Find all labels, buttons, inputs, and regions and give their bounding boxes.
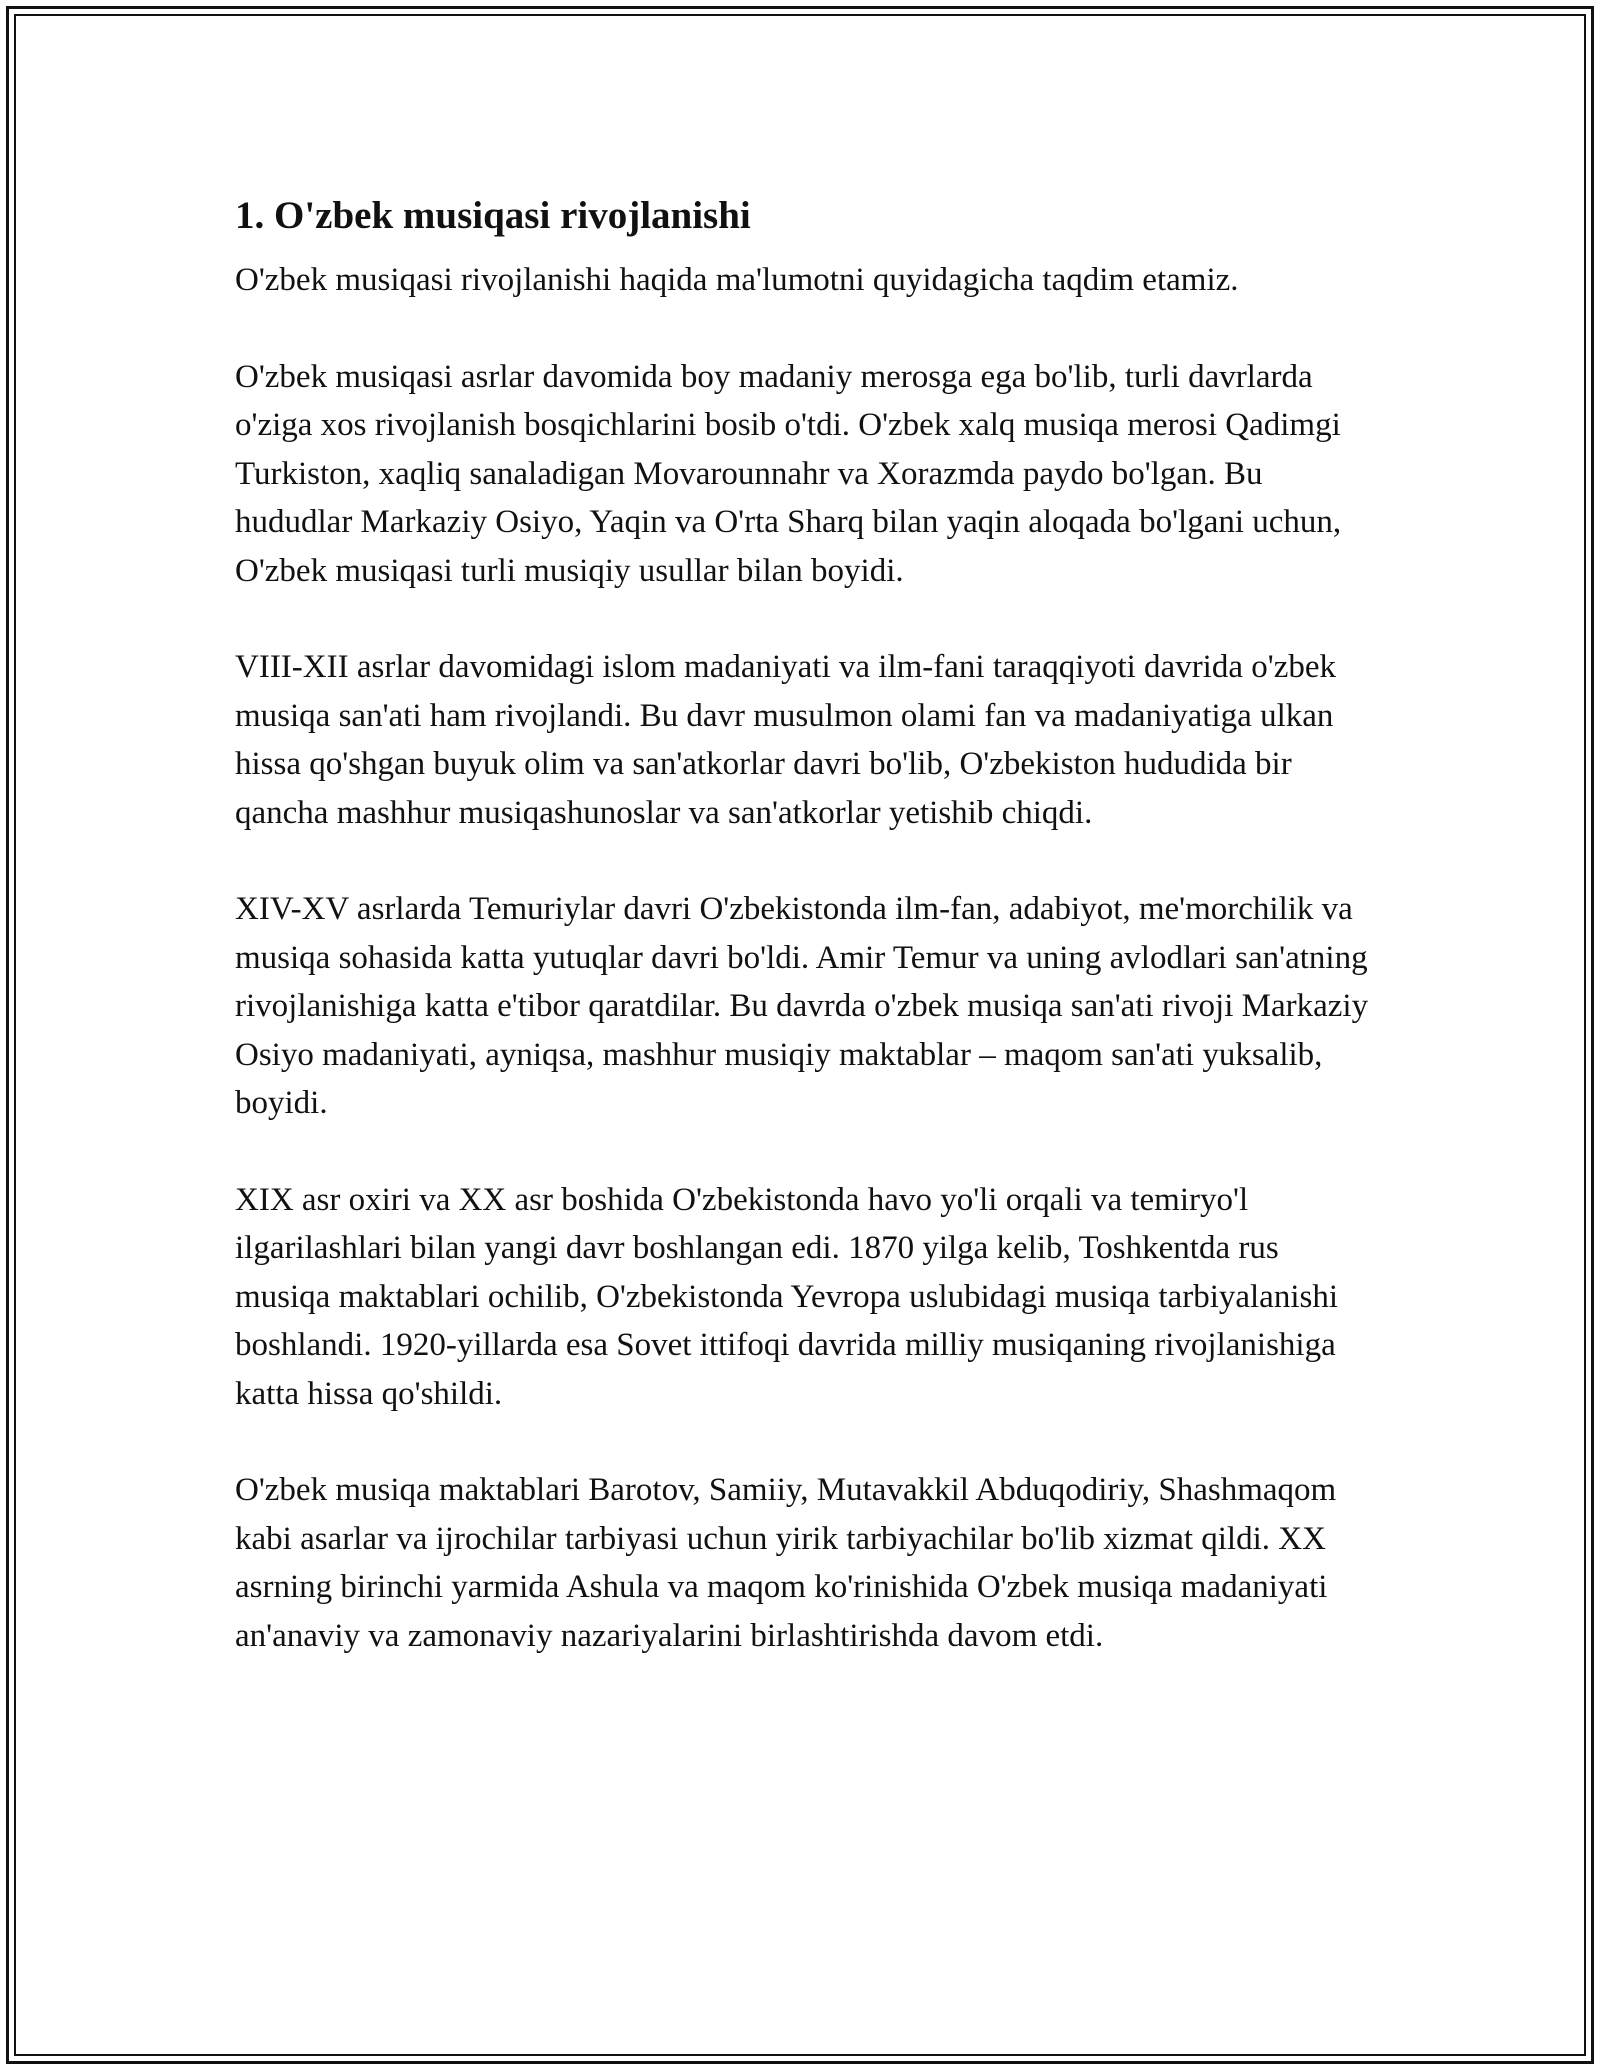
music-schools-paragraph: O'zbek musiqa maktablari Barotov, Samiiy, Mutavakkil Abduqodiriy, Shashmaqom kabi asarlar va ijrochilar tarbiyasi uchun yirik tarbiyachilar bo'lib xizmat qildi. XX asrning birinchi yarmida Ashula va maqom ko'rinishida O'zbek musiqa madaniyati an'anaviy va zamonaviy nazariyalarini birlashtirishda davom etdi.	[235, 1472, 1337, 1654]
modern-era-paragraph: XIX asr oxiri va XX asr boshida O'zbekistonda havo yo'li orqali va temiryo'l ilgarilashlari bilan yangi davr boshlangan edi. 1870 yilga kelib, Toshkentda rus musiqa maktablari ochilib, O'zbekistonda Yevropa uslubidagi musiqa tarbiyalanishi boshlandi. 1920-yillarda esa Sovet ittifoqi davrida milliy musiqaning rivojlanishiga katta hissa qo'shildi.	[235, 1181, 1339, 1412]
heritage-paragraph: O'zbek musiqasi asrlar davomida boy madaniy merosga ega bo'lib, turli davrlarda o'ziga xos rivojlanish bosqichlarini bosib o'tdi. O'zbek xalq musiqa merosi Qadimgi Turkiston, xaqliq sanaladigan Movarounnahr va Xorazmda paydo bo'lgan. Bu hududlar Markaziy Osiyo, Yaqin va O'rta Sharq bilan yaqin aloqada bo'lgani uchun, O'zbek musiqasi turli musiqiy usullar bilan boyidi.	[235, 358, 1342, 589]
islamic-era-paragraph: VIII-XII asrlar davomidagi islom madaniyati va ilm-fani taraqqiyoti davrida o'zbek musiqa san'ati ham rivojlandi. Bu davr musulmon olami fan va madaniyatiga ulkan hissa qo'shgan buyuk olim va san'atkorlar davri bo'lib, O'zbekiston hududida bir qancha mashhur musiqashunoslar va san'atkorlar yetishib chiqdi.	[235, 649, 1336, 831]
document-title: 1. O'zbek musiqasi rivojlanishi	[235, 194, 751, 237]
timurid-era-paragraph: XIV-XV asrlarda Temuriylar davri O'zbekistonda ilm-fan, adabiyot, me'morchilik va musiqa sohasida katta yutuqlar davri bo'ldi. Amir Temur va uning avlodlari san'atning rivojlanishiga katta e'tibor qaratdilar. Bu davrda o'zbek musiqa san'ati rivoji Markaziy Osiyo madaniyati, ayniqsa, mashhur musiqiy maktablar – maqom san'ati yuksalib, boyidi.	[235, 891, 1369, 1121]
intro-paragraph: O'zbek musiqasi rivojlanishi haqida ma'lumotni quyidagicha taqdim etamiz.	[235, 262, 1239, 298]
document-body	[235, 190, 1375, 1708]
